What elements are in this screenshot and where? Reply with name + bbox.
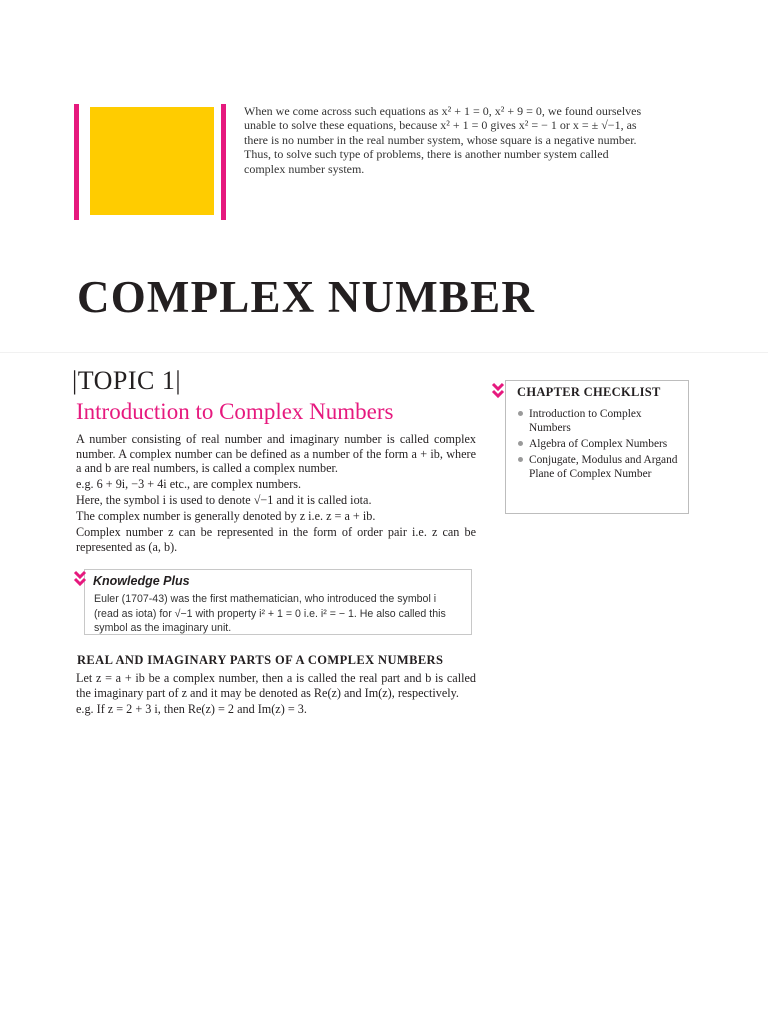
- topic-paragraph: Complex number z can be represented in the form of order pair i.e. z can be represented as (a, b).: [76, 525, 476, 554]
- topic-paragraph: A number consisting of real number and imaginary number is called complex number. A complex number can be defined as a number of the form a + ib, where a and b are real numbers, is called a complex number.: [76, 432, 476, 476]
- checklist-item: [515, 453, 685, 481]
- bullet-icon: [518, 441, 523, 446]
- checklist-item-label: Introduction to Complex Numbers: [529, 408, 642, 434]
- topic-paragraph: e.g. 6 + 9i, −3 + 4i etc., are complex numbers.: [76, 477, 302, 492]
- intro-line: Thus, to solve such type of problems, there is another number system called: [244, 147, 609, 162]
- intro-line: complex number system.: [244, 161, 365, 176]
- intro-paragraph: [244, 104, 664, 176]
- double-chevron-icon: [491, 382, 505, 400]
- topic-body: [76, 432, 476, 556]
- right-accent-bar: [221, 104, 226, 220]
- real-imag-paragraph: e.g. If z = 2 + 3 i, then Re(z) = 2 and Im(z) = 3.: [76, 701, 307, 716]
- knowledge-plus-line: symbol as the imaginary unit.: [94, 622, 232, 634]
- section-title: Introduction to Complex Numbers: [76, 399, 394, 424]
- knowledge-plus-text: [94, 592, 464, 636]
- page-divider: [0, 352, 768, 353]
- knowledge-plus-line: Euler (1707-43) was the first mathematician, who introduced the symbol i: [94, 593, 437, 605]
- sub-heading: REAL AND IMAGINARY PARTS OF A COMPLEX NUMBERS: [77, 653, 444, 667]
- topic-paragraph: Here, the symbol i is used to denote √−1 and it is called iota.: [76, 493, 372, 508]
- knowledge-plus-title: Knowledge Plus: [93, 574, 190, 588]
- topic-paragraph: The complex number is generally denoted by z i.e. z = a + ib.: [76, 509, 376, 524]
- intro-line: When we come across such equations as x² + 1 = 0, x² + 9 = 0, we found ourselves: [244, 104, 642, 118]
- real-imag-paragraph: Let z = a + ib be a complex number, then a is called the real part and b is called the imaginary part of z and it may be denoted as Re(z) and Im(z), respectively.: [76, 671, 476, 700]
- knowledge-plus-line: (read as iota) for √−1 with property i² + 1 = 0 i.e. i² = − 1. He also called this: [94, 607, 446, 620]
- checklist: [515, 407, 685, 484]
- chapter-title: COMPLEX NUMBER: [77, 272, 536, 322]
- bullet-icon: [518, 411, 523, 416]
- checklist-item-label: Algebra of Complex Numbers: [529, 438, 668, 451]
- real-imag-body: [76, 671, 476, 718]
- checklist-item: [515, 437, 685, 451]
- intro-line: there is no number in the real number system, whose square is a negative number.: [244, 132, 637, 147]
- double-chevron-icon: [73, 570, 87, 588]
- checklist-item-label: Conjugate, Modulus and Argand Plane of Complex Number: [529, 454, 678, 481]
- yellow-decorative-box: [90, 107, 214, 215]
- intro-line: unable to solve these equations, because x² + 1 = 0 gives x² = − 1 or x = ± √−1, as: [244, 118, 637, 133]
- checklist-item: [515, 407, 685, 435]
- topic-label: |TOPIC 1|: [72, 366, 182, 395]
- left-accent-bar: [74, 104, 79, 220]
- checklist-title: CHAPTER CHECKLIST: [517, 385, 661, 399]
- bullet-icon: [518, 457, 523, 462]
